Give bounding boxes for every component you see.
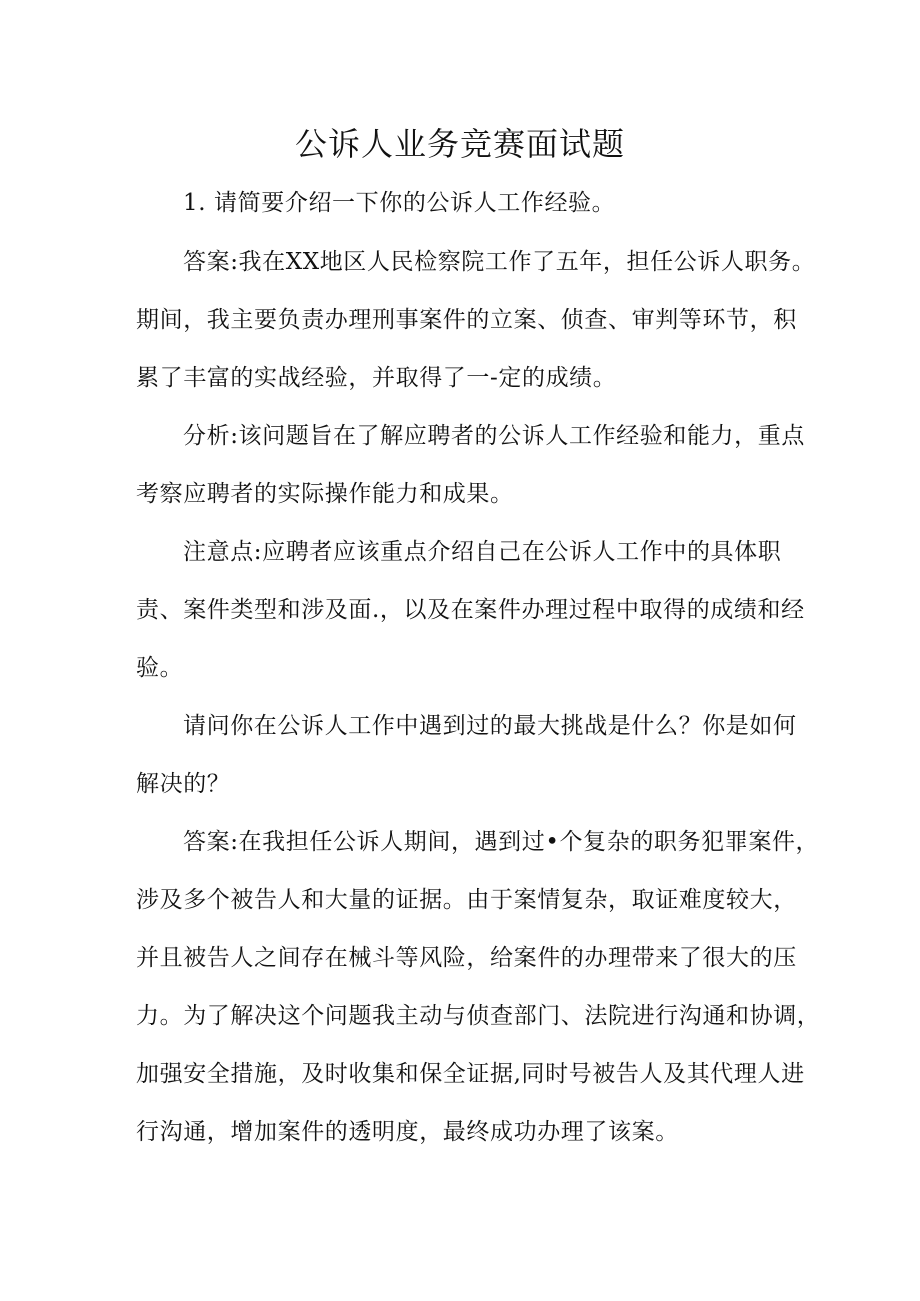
note-1-line-3: 验。	[136, 655, 184, 681]
note-1-line-2: 责、案件类型和涉及面.，以及在案件办理过程中取得的成绩和经	[136, 597, 805, 623]
document-body	[136, 174, 821, 1161]
answer-2-line-2: 涉及多个被告人和大量的证据。由于案情复杂，取证难度较大，	[136, 887, 797, 913]
answer-2-line-6: 行沟通，增加案件的透明度，最终成功办理了该案。	[136, 1119, 679, 1145]
note-1-line-1: 注意点:应聘者应该重点介绍自己在公诉人工作中的具体职	[183, 539, 782, 565]
answer-2-line-4: 力。为了解决这个问题我主动与侦查部门、法院进行沟通和协调，	[136, 1003, 821, 1029]
answer-1-line-1: 答案:我在XX地区人民检察院工作了五年，担任公诉人职务。	[183, 249, 816, 275]
analysis-1-line-1: 分析:该问题旨在了解应聘者的公诉人工作经验和能力，重点	[183, 423, 805, 449]
answer-2-line-5: 加强安全措施，及时收集和保全证据,同时号被告人及其代理人进	[136, 1061, 805, 1087]
question-1-line: 1. 请简要介绍一下你的公诉人工作经验。	[183, 190, 616, 216]
analysis-1-line-2: 考察应聘者的实际操作能力和成果。	[136, 481, 514, 507]
question-2-line-1: 请问你在公诉人工作中遇到过的最大挑战是什么？你是如何	[183, 713, 797, 739]
answer-2-line-3: 并且被告人之间存在械斗等风险，给案件的办理带来了很大的压	[136, 945, 797, 971]
answer-1-line-3: 累了丰富的实战经验，并取得了一-定的成绩。	[136, 365, 617, 391]
answer-2-line-1: 答案:在我担任公诉人期间，遇到过•个复杂的职务犯罪案件，	[183, 829, 820, 855]
document-title: 公诉人业务竞赛面试题	[294, 125, 625, 163]
question-2-line-2: 解决的？	[136, 771, 231, 797]
answer-1-line-2: 期间，我主要负责办理刑事案件的立案、侦查、审判等环节，积	[136, 307, 797, 333]
